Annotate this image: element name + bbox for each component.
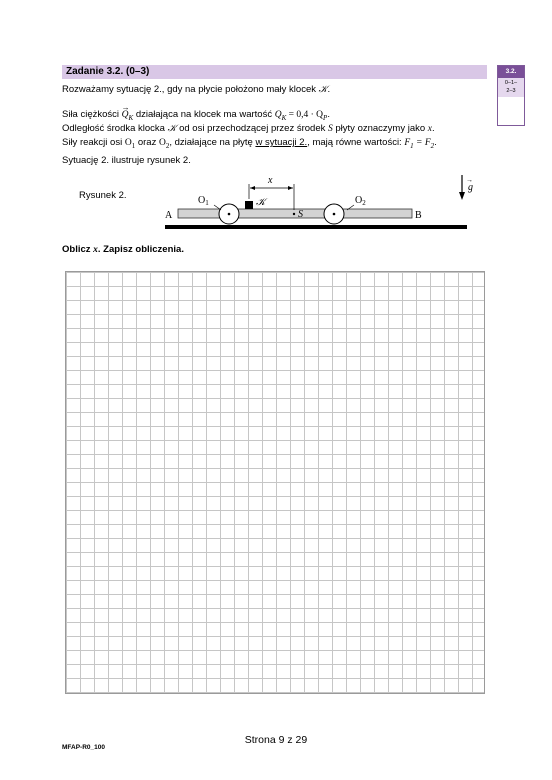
statement-line-3: Siły reakcji osi $O_1$ oraz $O_2$, działające na płytę w sytuacji 2., mają równe wartości: $F_1 = F_2$. [62,137,437,150]
instruction: Oblicz x. Zapisz obliczenia. [62,244,184,255]
statement-line-1: Siła ciężkości → $Q_K$ działająca na klocek ma wartość $Q_K = 0,4 \cdot Q_P$. [62,103,330,122]
x-arrow-left [250,186,255,190]
statement-line-2: Odległość środka klocka 𝒦 od osi przechodzącej przez środek S płyty oznaczymy jako x. [62,123,435,134]
formula-QK: $Q_K = 0,4 \cdot Q_P$ [274,110,328,122]
block-symbol: 𝒦 [318,85,328,95]
label-B: B [415,210,422,221]
axis-O2-center [333,213,336,216]
label-O1: $O_1$ [198,195,209,207]
score-scale [498,78,524,97]
formula-F: $F_1 = F_2$ [404,138,435,150]
score-scale-line2: 2–3 [506,88,516,94]
label-K: 𝒦 [256,197,266,208]
axis-O1-center [228,213,231,216]
label-g: g [468,182,473,193]
label-A: A [165,210,173,221]
page-number: Strona 9 z 29 [244,734,308,746]
block-K [245,201,253,209]
statement-line-4: Sytuację 2. ilustruje rysunek 2. [62,155,191,166]
figure-2-diagram [0,170,552,235]
task-title: Zadanie 3.2. (0–3) [66,66,150,77]
label-O2: $O_2$ [355,195,366,207]
figure-caption: Rysunek 2. [79,190,127,201]
score-scale-line1: 0–1– [504,80,518,86]
g-arrow-head [459,192,465,200]
x-arrow-right [288,186,293,190]
label-x: x [268,175,273,186]
center-S [293,213,295,215]
score-task-number: 3.2. [498,66,524,78]
task-intro: Rozważamy sytuację 2., gdy na płycie położono mały klocek 𝒦. [62,84,331,95]
label-S: S [298,209,303,220]
answer-grid[interactable] [65,271,485,694]
document-code: MFAP-R0_100 [62,744,105,751]
vector-QK: → $Q_K$ [121,103,134,122]
label-g-vector-arrow: → [466,176,473,184]
